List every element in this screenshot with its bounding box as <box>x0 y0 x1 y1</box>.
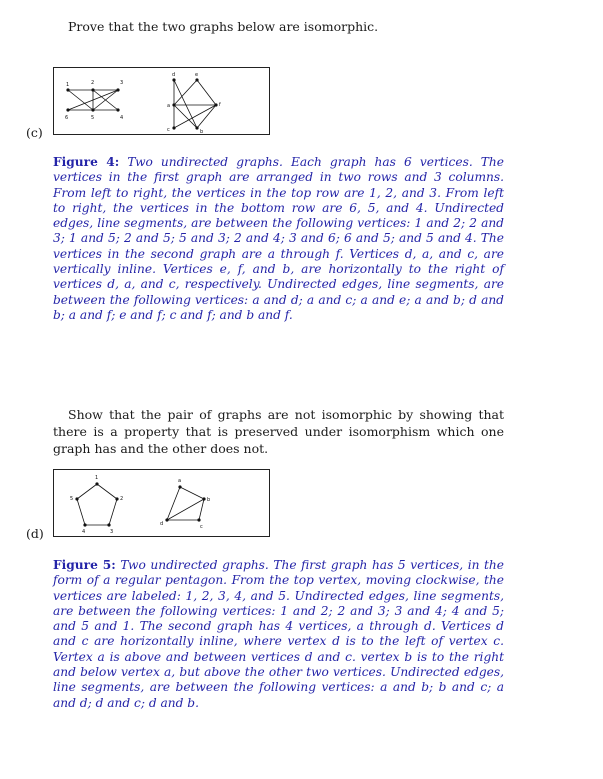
vertex-c <box>197 518 200 521</box>
edge-e-f <box>197 80 216 105</box>
label-a: a <box>167 103 171 109</box>
label-d4: d <box>160 521 164 527</box>
label-a4: a <box>178 478 182 484</box>
edge-d-b <box>167 499 204 520</box>
graph-4-edges <box>167 487 204 520</box>
label-p3: 3 <box>110 529 114 535</box>
vertex-p4 <box>83 523 86 526</box>
edge-a-b <box>180 487 204 499</box>
figure-4-number: Figure 4: <box>53 155 120 169</box>
vertex-3 <box>116 88 119 91</box>
edge-a-e <box>174 80 197 105</box>
part-label-c: (c) <box>26 125 43 140</box>
vertex-1 <box>66 88 69 91</box>
figure-5-number: Figure 5: <box>53 558 116 572</box>
figure-4-text: Two undirected graphs. Each graph has 6 vertices. The vertices in the first graph are arranged in two rows and 3 columns. From left to right, the vertices in the top row are 1, 2, and 3. From left to right, the vertices in the bottom row are 6, 5, and 4. Undirected edges, line segments, are between the following vertices: 1 and 2; 2 and 3; 1 and 5; 2 and 5; 5 and 3; 2 and 4; 3 and 6; 6 and 5; and 5 and 4. The vertices in the second graph are a through f. Vertices d, a, and c, are vertically inline. Vertices e, f, and b, are horizontally to the right of vertices d, a, and c, respectively. Undirected edges, line segments, are between the following vertices: a and d; a and c; a and e; a and b; d and b; a and f; e and f; c and f; and b and f. <box>53 155 504 322</box>
pentagon-vertices <box>75 482 118 526</box>
label-1: 1 <box>66 82 70 88</box>
edge-p2-p3 <box>109 499 117 525</box>
edge-a-d <box>167 487 180 520</box>
prompt-c: Prove that the two graphs below are isomorphic. <box>68 19 379 34</box>
edge-p4-p5 <box>77 499 85 525</box>
edge-b-c <box>199 499 204 520</box>
pentagon-edges <box>77 484 117 525</box>
vertex-a <box>172 103 175 106</box>
vertex-c <box>172 126 175 129</box>
vertex-b <box>195 126 198 129</box>
prompt-d: Show that the pair of graphs are not isomorphic by showing that there is a property that is preserved under isomorphism which one graph has and the other does not. <box>53 407 504 456</box>
vertex-p5 <box>75 497 78 500</box>
label-b4: b <box>207 497 211 503</box>
vertex-6 <box>66 108 69 111</box>
label-5: 5 <box>91 115 95 121</box>
vertex-d <box>165 518 168 521</box>
edge-1-5 <box>68 90 93 110</box>
vertex-a <box>178 485 181 488</box>
label-e: e <box>195 72 199 78</box>
edge-p1-p2 <box>97 484 117 499</box>
figure-5-text: Two undirected graphs. The first graph has 5 vertices, in the form of a regular pentagon. From the top vertex, moving clockwise, the vertices are labeled: 1, 2, 3, 4, and 5. Undirected edges, line segments, are between the following vertices: 1 and 2; 2 and 3; 3 and 4; 4 and 5; and 5 and 1. The second graph has 4 vertices, a through d. Vertices d and c are horizontally inline, where vertex d is to the left of vertex c. Vertex a is above and between vertices d and c. vertex b is to the right and below vertex a, but above the other two vertices. Undirected edges, line segments, are between the following vertices: a and b; b and c; a and d; d and c; d and b. <box>53 558 504 710</box>
vertex-5 <box>91 108 94 111</box>
label-b: b <box>200 129 204 134</box>
vertex-p1 <box>95 482 98 485</box>
graph-1-edges <box>68 90 118 110</box>
label-3: 3 <box>120 80 124 86</box>
edge-a-b <box>174 105 197 128</box>
label-p4: 4 <box>82 529 86 535</box>
label-6: 6 <box>65 115 69 121</box>
edge-b-f <box>197 105 216 128</box>
vertex-d <box>172 78 175 81</box>
label-p5: 5 <box>70 496 74 502</box>
vertex-b <box>202 497 205 500</box>
vertex-f <box>214 103 217 106</box>
graph-2-edges <box>174 80 216 128</box>
edge-p5-p1 <box>77 484 97 499</box>
label-d: d <box>172 72 176 78</box>
label-f: f <box>219 102 221 108</box>
vertex-p2 <box>115 497 118 500</box>
vertex-4 <box>116 108 119 111</box>
label-c: c <box>167 127 170 133</box>
figure-4-graphs <box>53 67 270 135</box>
figure-4-svg <box>54 68 269 134</box>
label-c4: c <box>200 524 203 530</box>
figure-5-graphs <box>53 469 270 537</box>
label-2: 2 <box>91 80 95 86</box>
label-4: 4 <box>120 115 124 121</box>
label-p1: 1 <box>95 475 99 481</box>
vertex-p3 <box>107 523 110 526</box>
vertex-2 <box>91 88 94 91</box>
graph-2-vertices <box>172 78 217 129</box>
label-p2: 2 <box>120 496 124 502</box>
figure-5-svg <box>54 470 269 536</box>
part-label-d: (d) <box>26 526 44 541</box>
figure-5-caption <box>53 558 504 711</box>
figure-4-caption <box>53 155 504 323</box>
edge-d-b <box>174 80 197 128</box>
vertex-e <box>195 78 198 81</box>
